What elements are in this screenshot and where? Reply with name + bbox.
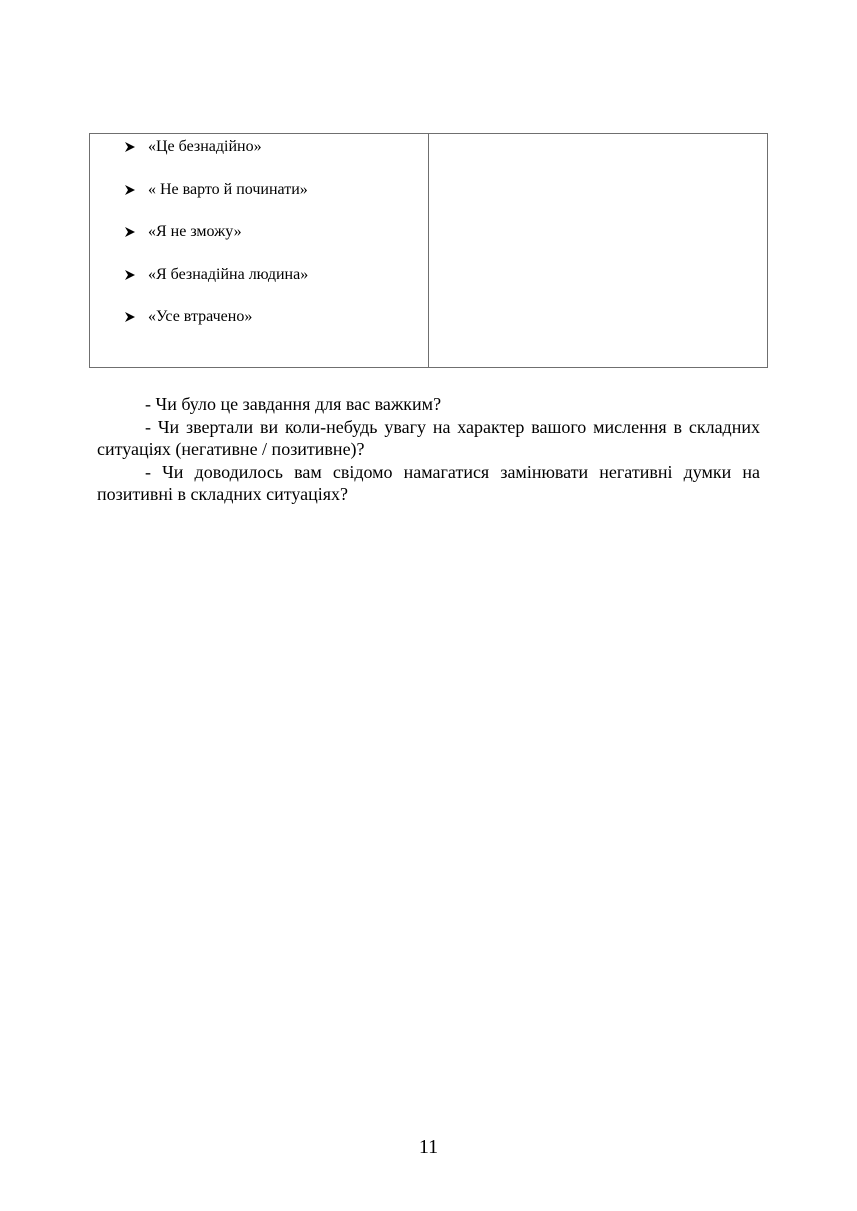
list-item bbox=[124, 306, 308, 328]
discussion-questions bbox=[97, 393, 760, 506]
list-item bbox=[124, 264, 308, 286]
question-paragraph: - Чи доводилось вам свідомо намагатися замінювати негативні думки на позитивні в складних ситуаціях? bbox=[97, 461, 760, 504]
arrowhead-bullet-icon bbox=[124, 269, 148, 281]
arrowhead-bullet-icon bbox=[124, 311, 148, 323]
page-number: 11 bbox=[418, 1136, 439, 1158]
list-item-text: «Усе втрачено» bbox=[148, 308, 253, 325]
list-item-text: « Не варто й починати» bbox=[148, 180, 308, 198]
table-cell-right bbox=[429, 134, 767, 367]
list-item bbox=[124, 221, 308, 243]
arrowhead-bullet-icon bbox=[124, 184, 148, 196]
list-item-text: «Це безнадійно» bbox=[148, 138, 262, 155]
question-paragraph: - Чи звертали ви коли-небудь увагу на характер вашого мислення в складних ситуаціях (негативне / позитивне)? bbox=[97, 416, 760, 459]
list-item bbox=[124, 136, 308, 158]
table-cell-left bbox=[90, 134, 429, 367]
arrowhead-bullet-icon bbox=[124, 141, 148, 153]
question-paragraph: - Чи було це завдання для вас важким? bbox=[145, 394, 442, 414]
list-item-text: «Я безнадійна людина» bbox=[148, 265, 309, 283]
bullet-list bbox=[124, 136, 308, 349]
thoughts-table bbox=[89, 133, 768, 368]
list-item bbox=[124, 179, 308, 201]
list-item-text: «Я не зможу» bbox=[148, 223, 242, 240]
arrowhead-bullet-icon bbox=[124, 226, 148, 238]
